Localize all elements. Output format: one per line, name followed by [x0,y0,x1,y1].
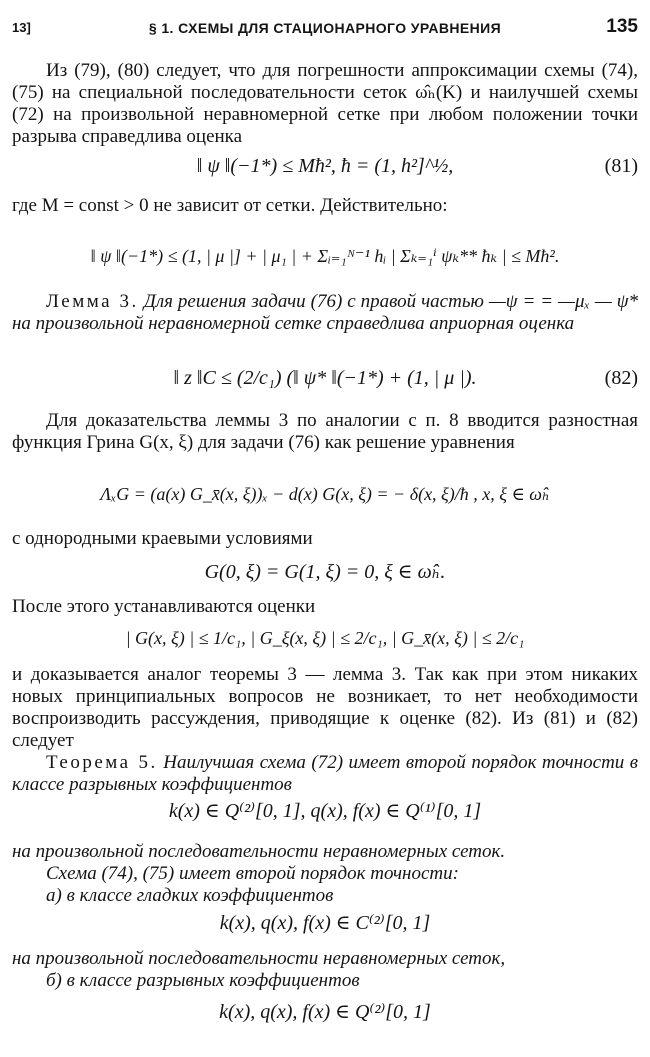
paragraph-approximation: Из (79), (80) следует, что для погрешности аппроксимации схемы (74), (75) на специальной последовательности сеток ω̂ₕ(K) и наилучшей схемы (72) на произвольной неравномерной сетке при любом положении точки разрыва справедлива оценка [12,60,638,147]
paragraph-analog: и доказывается аналог теоремы 3 — лемма 3. Так как при этом никаких новых принципиальных вопросов не возникает, то нет необходимости воспроизводить рассуждения, приводящие к оценке (82). Из (81) и (82) следует [12,664,638,751]
paragraph-scheme-order: Схема (74), (75) имеет второй порядок точности: [46,863,459,884]
item-a-smooth: а) в классе гладких коэффициентов [46,885,334,906]
paragraph-green-function: Для доказательства леммы 3 по аналогии с п. 8 вводится разностная функция Грина G(x, ξ) для задачи (76) как решение уравнения [12,410,638,453]
theorem-5 [12,752,638,796]
formula-green-estimates: | G(x, ξ) | ≤ 1/c₁, | G_ξ(x, ξ) | ≤ 2/c₁, | G_x̄(x, ξ) | ≤ 2/c₁ [125,628,525,648]
paragraph-arbitrary-sequence-2: на произвольной последовательности неравномерных сеток, [12,948,506,969]
lemma-statement: Для решения задачи (76) с правой частью —ψ = = —μₓ — ψ* на произвольной неравномерной сетке справедлива априорная оценка [12,291,639,334]
formula-82: ‖ z ‖C ≤ (2/c₁) (‖ ψ* ‖(−1*) + (1, | μ |). [173,367,477,389]
equation-number-81: (81) [604,155,638,177]
item-b-discontinuous: б) в классе разрывных коэффициентов [46,970,360,991]
section-marker: 13] [12,20,31,35]
formula-class-smooth: k(x), q(x), f(x) ∈ C⁽²⁾[0, 1] [219,912,431,934]
running-title: § 1. СХЕМЫ ДЛЯ СТАЦИОНАРНОГО УРАВНЕНИЯ [148,20,502,36]
formula-81: ‖ ψ ‖(−1*) ≤ Mħ², ħ = (1, h²]^½, [196,155,454,177]
paragraph-const-m: где M = const > 0 не зависит от сетки. Действительно: [12,195,448,216]
lemma-label: Лемма 3. [46,291,139,312]
theorem-statement: Наилучшая схема (72) имеет второй порядок точности в классе разрывных коэффициентов [12,752,639,795]
page-number: 135 [606,16,638,37]
paragraph-arbitrary-sequence: на произвольной последовательности неравномерных сеток. [12,841,506,862]
page-header [12,16,638,40]
lemma-3 [12,291,638,335]
equation-number-82: (82) [604,367,638,389]
formula-green-equation: ΛₓG = (a(x) G_x̄(x, ξ))ₓ − d(x) G(x, ξ) = − δ(x, ξ)/ħ , x, ξ ∈ ω̂ₕ [100,484,550,504]
formula-proof: ‖ ψ ‖(−1*) ≤ (1, | μ |] + | μ₁ | + Σᵢ₌₁ᴺ⁻¹ hᵢ | Σₖ₌₁ⁱ ψₖ** ħₖ | ≤ Mħ². [90,246,560,266]
theorem-label: Теорема 5. [46,752,158,773]
formula-class-discontinuous: k(x) ∈ Q⁽²⁾[0, 1], q(x), f(x) ∈ Q⁽¹⁾[0, 1] [168,800,482,822]
paragraph-boundary-conditions: с однородными краевыми условиями [12,528,313,549]
formula-boundary: G(0, ξ) = G(1, ξ) = 0, ξ ∈ ω̂ₕ. [204,561,446,583]
formula-class-discontinuous-2: k(x), q(x), f(x) ∈ Q⁽²⁾[0, 1] [219,1001,431,1023]
paragraph-estimates: После этого устанавливаются оценки [12,596,316,617]
